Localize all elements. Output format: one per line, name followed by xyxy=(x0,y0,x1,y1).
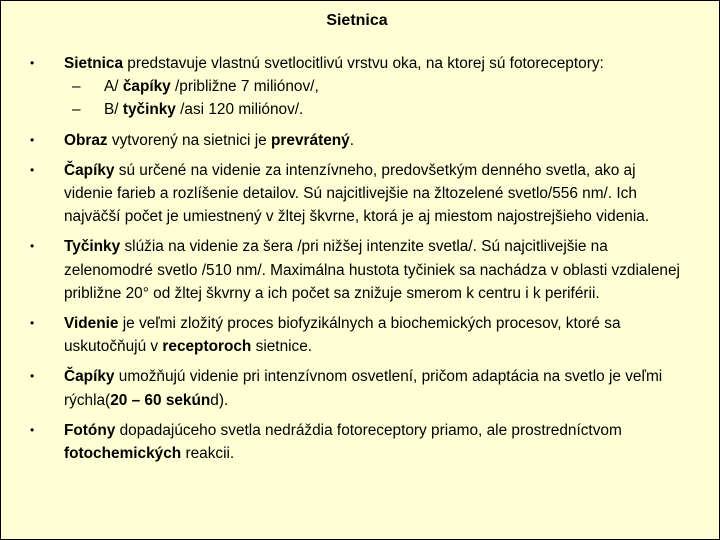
text: A/ xyxy=(104,78,123,96)
bullet-text xyxy=(64,235,680,305)
bullet-text xyxy=(64,312,680,358)
text: slúžia na videnie za šera /pri nižšej intenzite svetla/. Sú najcitlivejšie na zelenomodré svetlo /510 nm/. Maximálna hustota tyčiniek sa nachádza v oblasti vzdialenej približne 20° od žltej škvrny a ich počet sa znižuje smerom k centru i k periférii. xyxy=(64,238,680,302)
bullet-text xyxy=(64,365,680,411)
bullet-item xyxy=(30,235,680,305)
bullet-icon: • xyxy=(30,132,35,147)
bullet-icon: • xyxy=(30,56,35,70)
text: predstavuje vlastnú svetlocitlivú vrstvu oka, na ktorej sú fotoreceptory: xyxy=(123,55,604,72)
sub-item xyxy=(64,75,680,98)
text: /približne 7 miliónov/, xyxy=(170,78,319,96)
text: sietnice. xyxy=(251,338,313,356)
bullet-icon: • xyxy=(30,422,35,437)
bullet-text xyxy=(64,52,680,75)
bold-text: Videnie xyxy=(64,315,119,333)
bullet-icon: • xyxy=(30,316,35,331)
text: dopadajúceho svetla nedráždia fotoreceptory priamo, ale prostredníctvom xyxy=(115,421,622,439)
bold-text: Čapíky xyxy=(64,368,115,386)
bullet-item xyxy=(30,129,680,152)
bullet-item xyxy=(30,159,680,229)
bullet-text xyxy=(64,419,680,465)
bold-text: Fotóny xyxy=(64,421,116,439)
bold-text: Obraz xyxy=(64,131,108,149)
text: reakcii. xyxy=(181,445,235,463)
bold-text: čapíky xyxy=(122,78,171,96)
bold-text: Sietnica xyxy=(64,55,124,72)
bullet-icon: • xyxy=(30,369,35,384)
slide-title: Sietnica xyxy=(326,12,388,29)
bold-text: prevrátený xyxy=(271,131,350,149)
bullet-icon: • xyxy=(30,162,35,177)
bullet-icon: • xyxy=(30,239,35,254)
bullet-item xyxy=(30,365,680,411)
bold-text: fotochemických xyxy=(64,445,182,463)
text: je veľmi zložitý proces biofyzikálnych a biochemických procesov, ktoré sa uskutočňujú v xyxy=(64,315,621,356)
bullet-list xyxy=(30,52,680,472)
text: sú určené na videnie za intenzívneho, predovšetkým denného svetla, ako aj videnie farieb a rozlíšenie detailov. Sú najcitlivejšie na žltozelené svetlo/556 nm/. Ich najväčší počet je umiestnený v žltej škvrne, ktorá je aj miestom najostrejšieho videnia. xyxy=(64,161,650,226)
bullet-item xyxy=(30,52,680,122)
dash-icon: – xyxy=(72,101,81,119)
bold-text: Tyčinky xyxy=(64,238,121,256)
bullet-item xyxy=(30,419,680,465)
bold-text: Čapíky xyxy=(64,161,115,179)
bold-text: 20 – 60 sekún xyxy=(110,391,211,409)
text: umožňujú videnie pri intenzívnom osvetlení, pričom adaptácia na svetlo je veľmi rýchla( xyxy=(64,368,663,409)
sub-item xyxy=(64,98,680,121)
text: B/ xyxy=(104,101,123,119)
dash-icon: – xyxy=(72,78,81,96)
bold-text: tyčinky xyxy=(122,101,176,119)
text: vytvorený na sietnici je xyxy=(107,131,272,149)
text: d). xyxy=(210,391,229,409)
bullet-text xyxy=(64,159,680,229)
bullet-item xyxy=(30,312,680,358)
text: /asi 120 miliónov/. xyxy=(175,101,304,119)
bullet-text xyxy=(64,129,680,152)
text: . xyxy=(349,131,355,149)
bold-text: receptoroch xyxy=(162,338,252,356)
